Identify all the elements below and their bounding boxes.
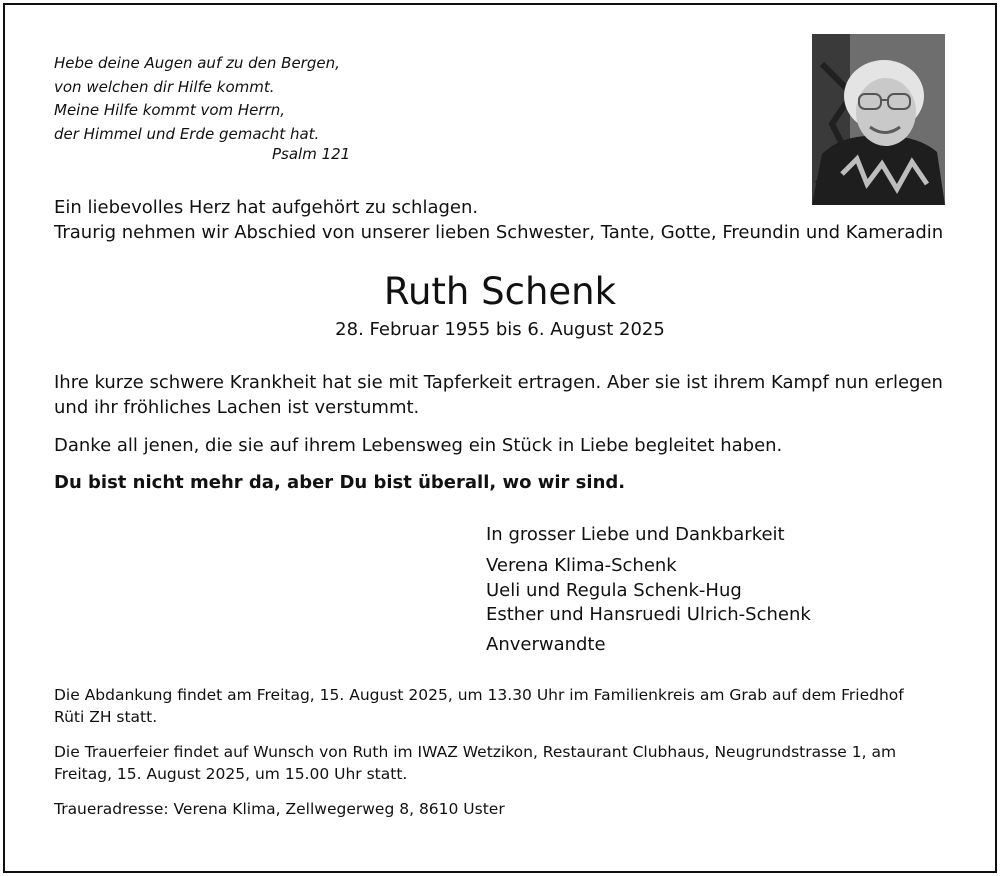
- psalm-verse: [54, 52, 340, 146]
- signature-intro: In grosser Liebe und Dankbarkeit: [486, 524, 785, 545]
- signature-names: [486, 554, 811, 628]
- signature-relatives: Anverwandte: [486, 634, 606, 655]
- message-quote: Du bist nicht mehr da, aber Du bist überall, wo wir sind.: [54, 472, 626, 493]
- message-paragraph-2: Danke all jenen, die sie auf ihrem Lebensweg ein Stück in Liebe begleitet haben.: [54, 435, 783, 456]
- signature-name: Verena Klima-Schenk: [486, 555, 677, 576]
- intro-line: Traurig nehmen wir Abschied von unserer lieben Schwester, Tante, Gotte, Freundin und Kameradin: [54, 222, 944, 243]
- message-line: Ihre kurze schwere Krankheit hat sie mit Tapferkeit ertragen. Aber sie ist ihrem Kampf nun erlegen: [54, 372, 943, 393]
- message-line: und ihr fröhliches Lachen ist verstummt.: [54, 396, 420, 418]
- abdankung-notice: [54, 685, 904, 728]
- notice-line: Freitag, 15. August 2025, um 15.00 Uhr statt.: [54, 764, 408, 783]
- intro-text: [54, 195, 943, 245]
- intro-line: Ein liebevolles Herz hat aufgehört zu schlagen.: [54, 197, 479, 218]
- life-dates: 28. Februar 1955 bis 6. August 2025: [335, 319, 665, 340]
- deceased-name: Ruth Schenk: [383, 270, 617, 313]
- portrait-photo: [812, 34, 945, 205]
- portrait-illustration: [812, 34, 945, 205]
- trauerfeier-notice: [54, 742, 896, 785]
- signature-name: Ueli und Regula Schenk-Hug: [486, 579, 742, 601]
- verse-line: der Himmel und Erde gemacht hat.: [54, 124, 320, 143]
- verse-line: Meine Hilfe kommt vom Herrn,: [54, 101, 286, 119]
- verse-line: Hebe deine Augen auf zu den Bergen,: [54, 54, 340, 72]
- notice-line: Die Abdankung findet am Freitag, 15. August 2025, um 13.30 Uhr im Familienkreis am Grab auf dem Friedhof: [54, 686, 904, 704]
- verse-reference: Psalm 121: [272, 145, 351, 163]
- notice-line: Die Trauerfeier findet auf Wunsch von Ruth im IWAZ Wetzikon, Restaurant Clubhaus, Neugrundstrasse 1, am: [54, 743, 897, 761]
- mourning-address: Traueradresse: Verena Klima, Zellwegerweg 8, 8610 Uster: [54, 800, 505, 818]
- message-paragraph-1: [54, 371, 943, 420]
- signature-name: Esther und Hansruedi Ulrich-Schenk: [486, 604, 811, 625]
- verse-line: von welchen dir Hilfe kommt.: [54, 77, 275, 96]
- notice-line: Rüti ZH statt.: [54, 707, 158, 726]
